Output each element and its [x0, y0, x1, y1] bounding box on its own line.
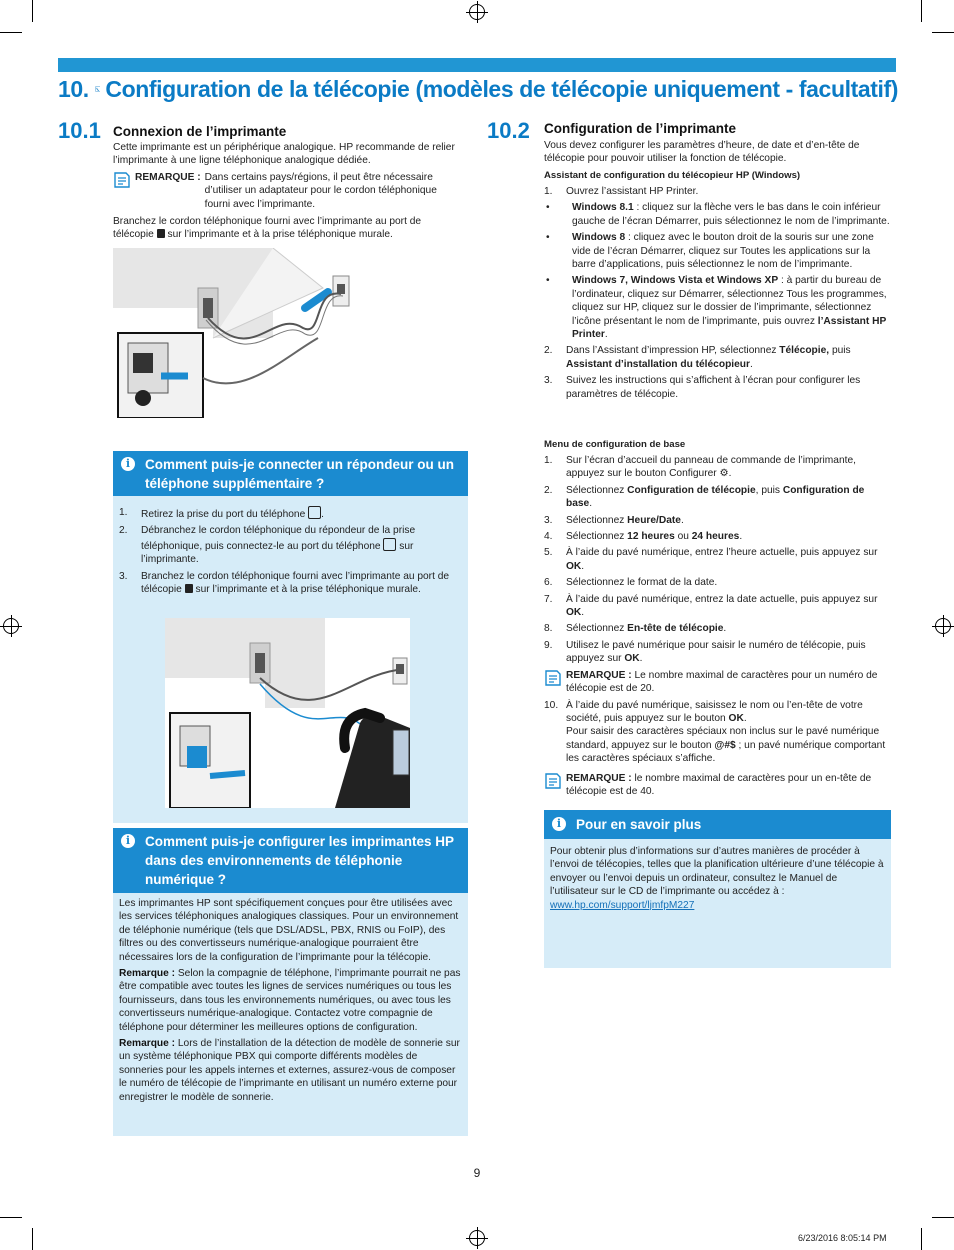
section-title [58, 74, 898, 104]
paragraph: Les imprimantes HP sont spécifiquement conçues pour être utilisées avec les services téléphoniques analogiques classiques. Pour un environnement de téléphonie numérique (tels que DSL/ADSL, PBX, RNIS ou FoIP), des filtres ou des convertisseurs numérique-analogique pourraient être nécessaires lors de la configuration de l’imprimante pour la télécopie. [119, 898, 459, 963]
section-number: 10. [58, 75, 89, 102]
crop-mark [0, 1217, 22, 1218]
basic-setup-list [544, 454, 892, 798]
list-item: • Windows 7, Windows Vista et Windows XP : à partir du bureau de l’ordinateur, cliquez sur Démarrer, sélectionnez Tous les programmes, cliquez sur HP, cliquez sur le dossier de l’imprimante, sélectionnez l’icône présentant le nom de l’imprimante, puis ouvrez l’Assistant HP Printer. [546, 275, 887, 341]
note-label: REMARQUE : [135, 172, 201, 183]
subsection-number: 10.1 [58, 118, 101, 143]
crop-mark [932, 1217, 954, 1218]
fax-port-icon [157, 229, 165, 238]
crop-mark [921, 1228, 922, 1250]
crop-mark [32, 1228, 33, 1250]
printer-wall-connection-illustration [113, 248, 363, 418]
subheading: Assistant de configuration du télécopieur HP (Windows) [544, 170, 801, 181]
list-item: 3. Branchez le cordon téléphonique fourni avec l’imprimante au port de télécopie sur l’imprimante et à la prise téléphonique murale. [119, 570, 450, 596]
paragraph-text: sur l’imprimante et à la prise téléphonique murale. [167, 229, 393, 241]
wizard-steps-list [544, 185, 892, 401]
subsection-number: 10.2 [487, 118, 530, 143]
info-box-title: Comment puis-je configurer les imprimantes HP dans des environnements de téléphonie numérique ? [145, 834, 454, 887]
support-link[interactable]: www.hp.com/support/ljmfpM227 [550, 899, 695, 911]
paragraph-text: Branchez le cordon téléphonique fourni avec l’imprimante au port de télécopie [113, 216, 422, 241]
registration-mark-icon [469, 4, 485, 20]
list-item: • Windows 8 : cliquez avec le bouton droit de la souris sur une zone vide de l’écran Démarrer, cliquez sur Toutes les applications sur la barre d’applications, puis sélectionnez le nom de l’imprimante. [546, 232, 874, 271]
list-item: 3. Suivez les instructions qui s’affichent à l’écran pour configurer les paramètres de télécopie. [544, 375, 861, 400]
info-icon: i [552, 817, 566, 831]
page-number: 9 [473, 1166, 481, 1180]
paragraph: Pour obtenir plus d’informations sur d’autres manières de procéder à l’envoi de télécopies, telles que la planification ultérieure d’une télécopie à envoyer ou l’envoi depuis un ordinateur, consultez le Manuel de l’utilisateur sur le CD de l’imprimante ou accédez à : [550, 846, 884, 898]
print-timestamp: 6/23/2016 8:05:14 PM [798, 1233, 887, 1243]
header-bar [58, 58, 896, 72]
list-item: 1. Sur l’écran d’accueil du panneau de commande de l’imprimante, appuyez sur le bouton Configurer ⚙. [544, 455, 856, 480]
list-item: 2. Débranchez le cordon téléphonique du répondeur de la prise téléphonique, puis connectez-le au port du téléphone sur l’imprimante. [119, 525, 416, 566]
note-icon [544, 669, 562, 687]
fax-phone-icon [95, 74, 101, 104]
info-box-title: Comment puis-je connecter un répondeur ou un téléphone supplémentaire ? [145, 457, 455, 491]
paragraph [113, 215, 463, 242]
list-item: • Windows 8.1 : cliquez sur la flèche vers le bas dans le coin inférieur gauche de l’écran Démarrer, puis sélectionnez le nom de l’imprimante. [546, 202, 890, 227]
crop-mark [0, 32, 22, 33]
info-box-content [550, 845, 885, 912]
paragraph: Cette imprimante est un périphérique analogique. HP recommande de relier l’imprimante à une ligne téléphonique analogique dédiée. [113, 142, 455, 167]
step-list [119, 506, 459, 596]
info-box-header [544, 810, 891, 839]
note-icon [544, 772, 562, 790]
info-icon: i [121, 457, 135, 471]
paragraph: Remarque : Selon la compagnie de téléphone, l’imprimante pourrait ne pas être compatible avec toutes les lignes de services numériques ou tous les fournisseurs, dans tous les environnements numériques, ou avec tous les convertisseurs numérique-analogique. Contactez votre compagnie de téléphone pour déterminer les meilleures options de configuration. [119, 968, 461, 1033]
fax-port-icon [185, 584, 193, 593]
info-box-content [119, 897, 464, 1104]
list-item: 1. Ouvrez l’assistant HP Printer. [544, 186, 699, 197]
note [113, 171, 465, 211]
list-item: 3. Sélectionnez Heure/Date. [544, 514, 684, 526]
phone-port-icon [383, 538, 396, 551]
list-item: 2. Dans l’Assistant d’impression HP, sélectionnez Télécopie, puis Assistant d’installation du télécopieur. [544, 345, 851, 370]
list-item: 2. Sélectionnez Configuration de télécopie, puis Configuration de base. [544, 484, 865, 510]
note: REMARQUE : le nombre maximal de caractères pour un en-tête de télécopie est de 40. [544, 772, 892, 799]
list-item: 1. Retirez la prise du port du téléphone . [119, 507, 324, 520]
registration-mark-icon [3, 618, 19, 634]
note-text: Dans certains pays/régions, il peut être nécessaire d’utiliser un adaptateur pour le cordon téléphonique fourni avec l’imprimante. [204, 172, 437, 210]
phone-port-icon [308, 506, 321, 519]
list-item: 6. Sélectionnez le format de la date. [544, 577, 718, 589]
paragraph: Remarque : Lors de l’installation de la détection de modèle de sonnerie sur un système téléphonique PBX qui comporte différents modèles de sonneries pour les appels internes et externes, assurez-vous de composer le numéro de télécopie de l’imprimante en utilisant un numéro externe pour enregistrer le modèle de sonnerie. [119, 1038, 460, 1103]
crop-mark [932, 32, 954, 33]
note-icon [113, 171, 131, 189]
list-item: 10. À l’aide du pavé numérique, saisissez le nom ou l’en-tête de votre société, puis appuyez sur le bouton OK. Pour saisir des caractères spéciaux non inclus sur le pavé numérique standard, appuyez sur le bouton @#$ ; un pavé numérique comportant les caractères spéciaux s’affiche. [544, 699, 886, 765]
registration-mark-icon [469, 1230, 485, 1246]
printer-phone-connection-illustration [165, 618, 410, 808]
subsection-title: Configuration de l’imprimante [544, 121, 737, 136]
section-title-text: Configuration de la télécopie (modèles de télécopie uniquement - facultatif) [105, 75, 898, 102]
subsection-title: Connexion de l’imprimante [113, 124, 287, 139]
crop-mark [921, 0, 922, 22]
info-icon: i [121, 834, 135, 848]
subheading: Menu de configuration de base [544, 439, 686, 450]
info-box-header [113, 451, 468, 496]
registration-mark-icon [935, 618, 951, 634]
info-box-header [113, 828, 468, 893]
list-item: 9. Utilisez le pavé numérique pour saisir le numéro de télécopie, puis appuyez sur OK. [544, 639, 866, 665]
list-item: 5. À l’aide du pavé numérique, entrez l’heure actuelle, puis appuyez sur OK. [544, 547, 878, 572]
list-item: 4. Sélectionnez 12 heures ou 24 heures. [544, 531, 743, 543]
list-item: 7. À l’aide du pavé numérique, entrez la date actuelle, puis appuyez sur OK. [544, 593, 878, 619]
note: REMARQUE : Le nombre maximal de caractères pour un numéro de télécopie est de 20. [544, 669, 892, 696]
list-item: 8. Sélectionnez En-tête de télécopie. [544, 623, 727, 635]
crop-mark [32, 0, 33, 22]
info-box-title: Pour en savoir plus [576, 817, 702, 832]
paragraph: Vous devez configurer les paramètres d’heure, de date et d’en-tête de télécopie pour pouvoir utiliser la fonction de télécopie. [544, 140, 860, 165]
